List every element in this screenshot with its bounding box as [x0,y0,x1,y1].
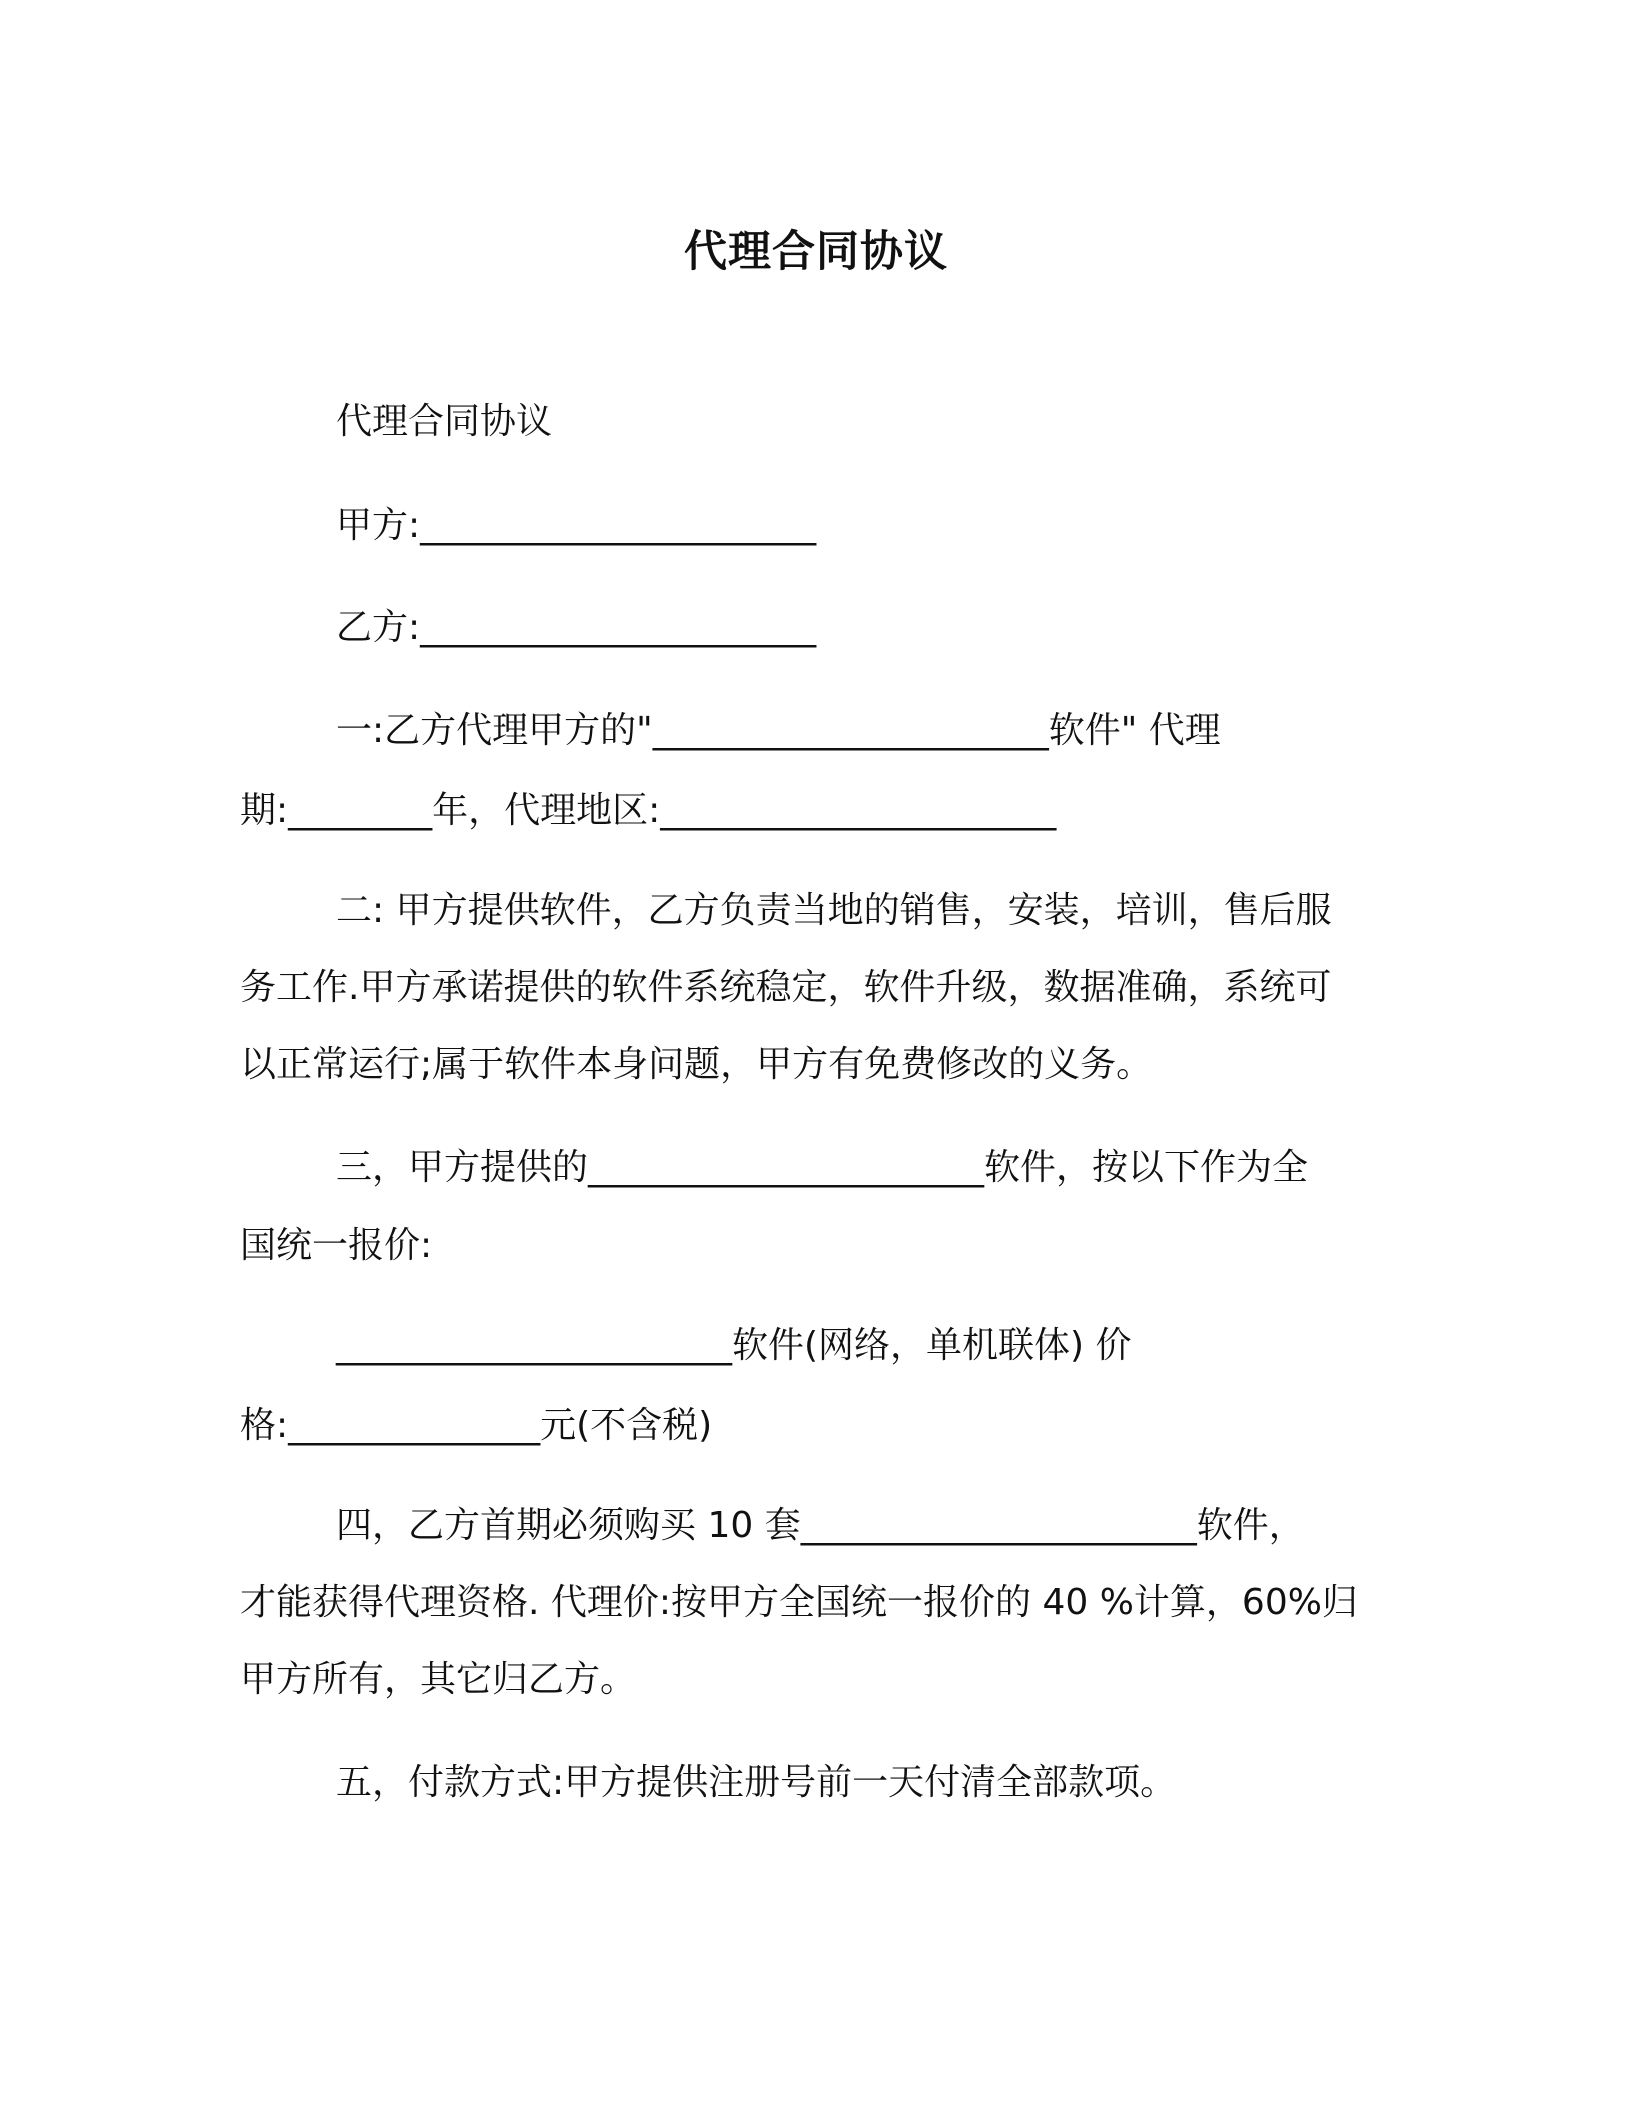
clause-4-line-3: 甲方所有，其它归乙方。 [240,1659,637,1700]
clause-2-line-1: 二: 甲方提供软件，乙方负责当地的销售，安装，培训，售后服 [336,890,1332,931]
document-title: 代理合同协议 [684,227,948,277]
clause-3-line-1: 三，甲方提供的______________________软件，按以下作为全 [336,1147,1309,1188]
clause-1-line-2: 期:________年，代理地区:______________________ [240,790,1057,831]
clause-3-line-2: 国统一报价: [240,1225,433,1266]
price-item-line-1: ______________________软件(网络，单机联体) 价 [336,1325,1132,1366]
party-b-line: 乙方:______________________ [336,607,817,648]
clause-5-line: 五，付款方式:甲方提供注册号前一天付清全部款项。 [336,1762,1177,1803]
clause-1-line-1: 一:乙方代理甲方的"______________________软件" 代理 [336,710,1221,751]
clause-4-line-1: 四，乙方首期必须购买 10 套______________________软件， [336,1505,1305,1546]
clause-2-line-2: 务工作.甲方承诺提供的软件系统稳定，软件升级，数据准确，系统可 [240,967,1332,1008]
document-subtitle: 代理合同协议 [336,401,553,442]
clause-4-line-2: 才能获得代理资格. 代理价:按甲方全国统一报价的 40 %计算，60%归 [240,1582,1358,1623]
clause-2-line-3: 以正常运行;属于软件本身问题，甲方有免费修改的义务。 [240,1044,1153,1085]
party-a-line: 甲方:______________________ [336,505,817,546]
price-item-line-2: 格:______________元(不含税) [240,1405,713,1446]
